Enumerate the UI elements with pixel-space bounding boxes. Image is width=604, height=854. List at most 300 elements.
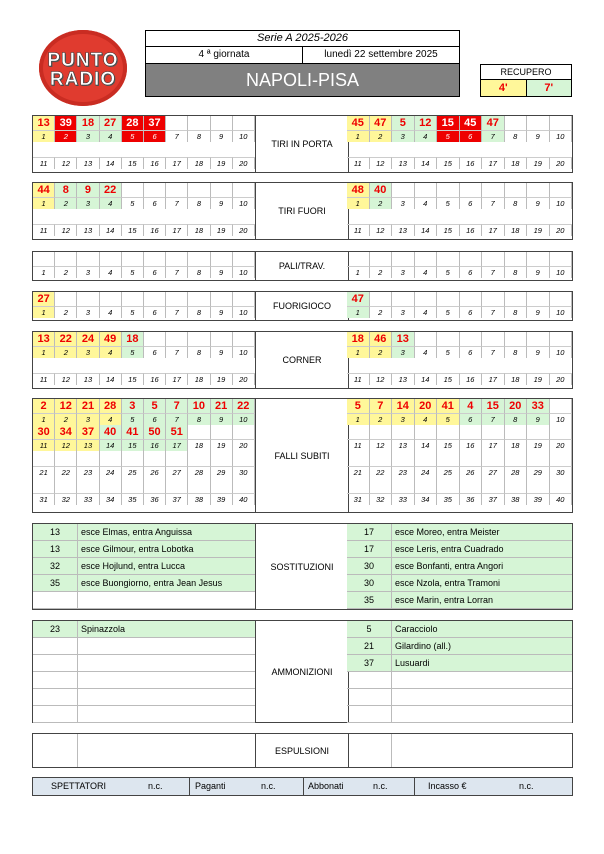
away-event-minute: 18 bbox=[347, 332, 370, 346]
spacer bbox=[415, 209, 438, 224]
away-event-minute bbox=[505, 252, 528, 266]
slot-number: 12 bbox=[55, 224, 77, 236]
spettatori-value: n.c. bbox=[148, 781, 163, 791]
home-event-minute bbox=[144, 451, 166, 466]
slot-number: 11 bbox=[33, 157, 55, 169]
recupero-second-half: 7' bbox=[527, 80, 572, 96]
paganti-value: n.c. bbox=[261, 781, 276, 791]
spacer bbox=[144, 142, 166, 157]
home-event-minute bbox=[211, 116, 233, 130]
slot-number: 11 bbox=[347, 224, 370, 236]
match-header bbox=[145, 30, 460, 97]
spacer bbox=[77, 358, 99, 373]
home-event-minute bbox=[233, 478, 255, 493]
away-event-minute bbox=[437, 425, 460, 439]
slot-number: 8 bbox=[505, 413, 528, 425]
paganti-label: Paganti bbox=[195, 781, 226, 791]
slot-number: 6 bbox=[144, 130, 166, 142]
slot-number: 17 bbox=[482, 157, 505, 169]
spacer bbox=[233, 209, 255, 224]
slot-number: 5 bbox=[437, 130, 460, 142]
home-event-minute bbox=[233, 425, 255, 439]
away-team-grid bbox=[347, 292, 572, 318]
home-event-minute bbox=[33, 252, 55, 266]
home-event-minute bbox=[144, 183, 166, 197]
slot-number: 33 bbox=[392, 493, 415, 505]
away-team-grid bbox=[347, 399, 572, 505]
slot-number: 13 bbox=[392, 373, 415, 385]
slot-number: 4 bbox=[415, 266, 438, 278]
away-event-minute bbox=[527, 478, 550, 493]
slot-number: 16 bbox=[144, 439, 166, 451]
home-event-minute bbox=[188, 478, 210, 493]
minute: 17 bbox=[347, 541, 392, 557]
home-event-minute: 40 bbox=[100, 425, 122, 439]
away-event-minute bbox=[392, 451, 415, 466]
away-event-minute bbox=[550, 451, 573, 466]
slot-number: 27 bbox=[166, 466, 188, 478]
slot-number: 4 bbox=[100, 413, 122, 425]
away-event-minute bbox=[550, 425, 573, 439]
slot-number: 9 bbox=[527, 413, 550, 425]
slot-number: 17 bbox=[166, 224, 188, 236]
away-event-minute: 33 bbox=[527, 399, 550, 413]
slot-number: 16 bbox=[144, 373, 166, 385]
home-event-minute bbox=[233, 292, 255, 306]
home-team-grid bbox=[33, 252, 255, 278]
slot-number: 15 bbox=[122, 439, 144, 451]
away-event-minute bbox=[460, 425, 483, 439]
slot-number: 7 bbox=[482, 197, 505, 209]
slot-number: 13 bbox=[392, 224, 415, 236]
slot-number: 33 bbox=[77, 493, 99, 505]
minute: 30 bbox=[347, 575, 392, 591]
home-event-minute: 34 bbox=[55, 425, 77, 439]
away-event-minute bbox=[437, 478, 460, 493]
spacer bbox=[188, 142, 210, 157]
spacer bbox=[550, 358, 573, 373]
home-event-minute: 44 bbox=[33, 183, 55, 197]
slot-number: 7 bbox=[482, 413, 505, 425]
spacer bbox=[527, 142, 550, 157]
spacer bbox=[460, 142, 483, 157]
home-list-row bbox=[33, 524, 255, 541]
slot-number: 17 bbox=[166, 157, 188, 169]
minute: 17 bbox=[347, 524, 392, 540]
slot-number: 17 bbox=[166, 439, 188, 451]
slot-number: 25 bbox=[437, 466, 460, 478]
away-list-row bbox=[347, 621, 572, 638]
home-event-minute: 37 bbox=[144, 116, 166, 130]
section-sostituzioni bbox=[32, 523, 573, 610]
slot-number: 18 bbox=[505, 224, 528, 236]
slot-number: 1 bbox=[33, 266, 55, 278]
slot-number: 3 bbox=[77, 346, 99, 358]
spacer bbox=[122, 358, 144, 373]
home-event-minute bbox=[166, 183, 188, 197]
abbonati-label: Abbonati bbox=[308, 781, 344, 791]
home-event-minute bbox=[188, 332, 210, 346]
slot-number: 31 bbox=[33, 493, 55, 505]
section-label: CORNER bbox=[255, 332, 349, 388]
home-event-minute bbox=[122, 252, 144, 266]
away-event-minute: 47 bbox=[347, 292, 370, 306]
slot-number: 5 bbox=[437, 197, 460, 209]
slot-number: 28 bbox=[188, 466, 210, 478]
away-event-minute bbox=[370, 292, 393, 306]
section-label: PALI/TRAV. bbox=[255, 252, 349, 280]
home-event-minute bbox=[166, 451, 188, 466]
slot-number: 12 bbox=[370, 224, 393, 236]
slot-number: 7 bbox=[482, 306, 505, 318]
spacer bbox=[505, 142, 528, 157]
away-event-minute bbox=[550, 478, 573, 493]
slot-number: 3 bbox=[77, 413, 99, 425]
spacer bbox=[370, 209, 393, 224]
away-event-minute bbox=[460, 478, 483, 493]
away-event-minute bbox=[505, 451, 528, 466]
event-text: esce Elmas, entra Anguissa bbox=[81, 527, 193, 537]
spacer bbox=[77, 209, 99, 224]
spacer bbox=[144, 209, 166, 224]
slot-number: 2 bbox=[370, 346, 393, 358]
spacer bbox=[347, 358, 370, 373]
slot-number: 30 bbox=[550, 466, 573, 478]
away-event-minute bbox=[482, 425, 505, 439]
slot-number: 2 bbox=[370, 130, 393, 142]
spacer bbox=[527, 209, 550, 224]
away-event-minute: 47 bbox=[370, 116, 393, 130]
away-list-row bbox=[347, 592, 572, 609]
slot-number: 2 bbox=[55, 197, 77, 209]
slot-number: 35 bbox=[437, 493, 460, 505]
slot-number: 18 bbox=[188, 224, 210, 236]
home-event-minute: 27 bbox=[100, 116, 122, 130]
section-falli-subiti bbox=[32, 398, 573, 513]
slot-number: 2 bbox=[55, 346, 77, 358]
home-list-row bbox=[33, 706, 255, 723]
home-event-minute bbox=[122, 183, 144, 197]
slot-number: 3 bbox=[77, 197, 99, 209]
slot-number: 10 bbox=[233, 197, 255, 209]
home-list-row bbox=[33, 672, 255, 689]
slot-number: 34 bbox=[100, 493, 122, 505]
event-text: Caracciolo bbox=[395, 624, 438, 634]
slot-number: 15 bbox=[122, 224, 144, 236]
slot-number: 10 bbox=[233, 413, 255, 425]
slot-number: 20 bbox=[233, 439, 255, 451]
slot-number: 26 bbox=[460, 466, 483, 478]
away-event-minute bbox=[482, 332, 505, 346]
home-event-minute: 39 bbox=[55, 116, 77, 130]
away-event-minute bbox=[460, 252, 483, 266]
away-event-minute bbox=[550, 252, 573, 266]
spacer bbox=[77, 142, 99, 157]
slot-number: 2 bbox=[55, 413, 77, 425]
slot-number: 12 bbox=[370, 157, 393, 169]
home-event-minute: 13 bbox=[33, 116, 55, 130]
competition: Serie A 2025-2026 bbox=[146, 31, 459, 47]
away-event-minute bbox=[527, 252, 550, 266]
home-event-minute bbox=[144, 252, 166, 266]
away-event-minute: 46 bbox=[370, 332, 393, 346]
slot-number: 5 bbox=[437, 306, 460, 318]
slot-number: 20 bbox=[233, 373, 255, 385]
slot-number: 17 bbox=[482, 439, 505, 451]
slot-number: 10 bbox=[550, 346, 573, 358]
slot-number: 4 bbox=[415, 130, 438, 142]
slot-number: 13 bbox=[77, 157, 99, 169]
slot-number: 5 bbox=[437, 346, 460, 358]
home-event-minute bbox=[211, 292, 233, 306]
away-event-minute: 5 bbox=[392, 116, 415, 130]
event-text: esce Nzola, entra Tramoni bbox=[395, 578, 501, 588]
slot-number: 2 bbox=[370, 306, 393, 318]
away-event-minute bbox=[505, 183, 528, 197]
minute: 35 bbox=[347, 592, 392, 608]
spacer bbox=[33, 358, 55, 373]
slot-number: 8 bbox=[505, 130, 528, 142]
home-event-minute: 18 bbox=[122, 332, 144, 346]
away-event-minute bbox=[550, 116, 573, 130]
slot-number: 1 bbox=[347, 413, 370, 425]
slot-number: 9 bbox=[527, 306, 550, 318]
away-event-minute bbox=[370, 451, 393, 466]
away-event-minute bbox=[460, 292, 483, 306]
slot-number: 1 bbox=[33, 130, 55, 142]
away-event-minute bbox=[460, 332, 483, 346]
away-team-grid bbox=[347, 116, 572, 169]
home-event-minute bbox=[144, 332, 166, 346]
away-event-minute bbox=[415, 332, 438, 346]
slot-number: 9 bbox=[527, 346, 550, 358]
slot-number: 6 bbox=[144, 266, 166, 278]
slot-number: 1 bbox=[33, 306, 55, 318]
slot-number: 18 bbox=[188, 373, 210, 385]
slot-number: 3 bbox=[77, 130, 99, 142]
slot-number: 32 bbox=[55, 493, 77, 505]
away-event-minute: 20 bbox=[415, 399, 438, 413]
away-event-minute bbox=[482, 451, 505, 466]
away-event-minute bbox=[505, 425, 528, 439]
slot-number: 3 bbox=[77, 306, 99, 318]
home-event-minute: 22 bbox=[55, 332, 77, 346]
slot-number: 10 bbox=[233, 130, 255, 142]
slot-number: 5 bbox=[122, 413, 144, 425]
home-event-minute: 27 bbox=[33, 292, 55, 306]
slot-number: 7 bbox=[166, 266, 188, 278]
home-event-minute bbox=[211, 332, 233, 346]
section-espulsioni bbox=[32, 733, 573, 768]
slot-number: 21 bbox=[347, 466, 370, 478]
slot-number: 14 bbox=[415, 439, 438, 451]
event-text: esce Marin, entra Lorran bbox=[395, 595, 494, 605]
away-event-minute: 48 bbox=[347, 183, 370, 197]
minute: 37 bbox=[347, 655, 392, 671]
slot-number: 1 bbox=[347, 266, 370, 278]
slot-number: 4 bbox=[415, 306, 438, 318]
spacer bbox=[166, 209, 188, 224]
punto-radio-logo: PUNTO RADIO bbox=[39, 30, 127, 106]
spacer bbox=[437, 358, 460, 373]
slot-number: 5 bbox=[122, 130, 144, 142]
home-event-minute bbox=[100, 252, 122, 266]
away-event-minute bbox=[370, 252, 393, 266]
slot-number: 34 bbox=[415, 493, 438, 505]
home-list-row bbox=[33, 575, 255, 592]
slot-number: 7 bbox=[482, 266, 505, 278]
home-event-minute bbox=[166, 478, 188, 493]
away-event-minute bbox=[460, 183, 483, 197]
spacer bbox=[550, 209, 573, 224]
home-team-grid bbox=[33, 399, 255, 505]
slot-number: 12 bbox=[55, 157, 77, 169]
slot-number: 14 bbox=[415, 157, 438, 169]
slot-number: 22 bbox=[370, 466, 393, 478]
incasso-label: Incasso € bbox=[428, 781, 467, 791]
slot-number: 6 bbox=[460, 197, 483, 209]
home-event-minute: 51 bbox=[166, 425, 188, 439]
spacer bbox=[188, 358, 210, 373]
spacer bbox=[100, 209, 122, 224]
spacer bbox=[33, 209, 55, 224]
home-event-minute bbox=[144, 478, 166, 493]
minute bbox=[347, 672, 392, 688]
slot-number: 15 bbox=[122, 157, 144, 169]
away-event-minute bbox=[437, 183, 460, 197]
home-event-minute: 2 bbox=[33, 399, 55, 413]
away-event-minute bbox=[505, 116, 528, 130]
minute: 13 bbox=[33, 541, 78, 557]
slot-number: 2 bbox=[55, 130, 77, 142]
home-event-minute bbox=[122, 451, 144, 466]
minute: 32 bbox=[33, 558, 78, 574]
away-event-minute bbox=[392, 252, 415, 266]
slot-number: 15 bbox=[437, 157, 460, 169]
away-event-minute bbox=[347, 478, 370, 493]
slot-number: 38 bbox=[505, 493, 528, 505]
slot-number: 6 bbox=[144, 413, 166, 425]
home-event-minute: 3 bbox=[122, 399, 144, 413]
away-event-minute: 45 bbox=[347, 116, 370, 130]
minute bbox=[33, 592, 78, 608]
slot-number: 8 bbox=[188, 130, 210, 142]
away-event-minute: 15 bbox=[437, 116, 460, 130]
slot-number: 12 bbox=[370, 439, 393, 451]
slot-number: 19 bbox=[527, 224, 550, 236]
slot-number: 10 bbox=[233, 346, 255, 358]
home-team-grid bbox=[33, 332, 255, 385]
slot-number: 5 bbox=[122, 197, 144, 209]
slot-number: 2 bbox=[370, 266, 393, 278]
slot-number: 30 bbox=[233, 466, 255, 478]
home-list-row bbox=[33, 689, 255, 706]
slot-number: 1 bbox=[33, 413, 55, 425]
home-list-row bbox=[33, 638, 255, 655]
home-event-minute bbox=[211, 478, 233, 493]
slot-number: 18 bbox=[188, 157, 210, 169]
home-event-minute bbox=[188, 292, 210, 306]
slot-number: 24 bbox=[415, 466, 438, 478]
slot-number: 26 bbox=[144, 466, 166, 478]
away-event-minute bbox=[527, 183, 550, 197]
event-text: Spinazzola bbox=[81, 624, 126, 634]
event-text: esce Buongiorno, entra Jean Jesus bbox=[81, 578, 223, 588]
section-corner bbox=[32, 331, 573, 389]
slot-number: 15 bbox=[437, 224, 460, 236]
spacer bbox=[347, 209, 370, 224]
minute bbox=[33, 638, 78, 654]
away-event-minute: 40 bbox=[370, 183, 393, 197]
section-tiri-fuori bbox=[32, 182, 573, 240]
slot-number: 12 bbox=[55, 373, 77, 385]
slot-number: 4 bbox=[100, 130, 122, 142]
home-event-minute bbox=[77, 478, 99, 493]
spacer bbox=[505, 358, 528, 373]
slot-number: 12 bbox=[55, 439, 77, 451]
home-event-minute: 49 bbox=[100, 332, 122, 346]
slot-number: 16 bbox=[144, 157, 166, 169]
home-event-minute: 7 bbox=[166, 399, 188, 413]
home-event-minute: 50 bbox=[144, 425, 166, 439]
event-text: esce Bonfanti, entra Angori bbox=[395, 561, 504, 571]
away-event-minute bbox=[505, 332, 528, 346]
away-event-minute bbox=[437, 451, 460, 466]
away-event-minute: 7 bbox=[370, 399, 393, 413]
section-label: AMMONIZIONI bbox=[255, 621, 349, 722]
recupero-first-half: 4' bbox=[481, 80, 527, 96]
slot-number: 6 bbox=[460, 306, 483, 318]
slot-number: 9 bbox=[211, 306, 233, 318]
slot-number: 6 bbox=[144, 346, 166, 358]
event-text: Gilardino (all.) bbox=[395, 641, 452, 651]
spacer bbox=[144, 358, 166, 373]
home-event-minute bbox=[233, 451, 255, 466]
spacer bbox=[392, 209, 415, 224]
slot-number: 4 bbox=[100, 306, 122, 318]
slot-number: 2 bbox=[370, 197, 393, 209]
slot-number: 20 bbox=[550, 439, 573, 451]
away-event-minute bbox=[392, 425, 415, 439]
spacer bbox=[233, 358, 255, 373]
round: 4 ª giornata bbox=[146, 47, 303, 63]
away-event-minute: 12 bbox=[415, 116, 438, 130]
section-label: FUORIGIOCO bbox=[255, 292, 349, 320]
slot-number: 3 bbox=[392, 413, 415, 425]
spacer bbox=[100, 358, 122, 373]
recupero-box bbox=[480, 64, 572, 97]
event-text: Lusuardi bbox=[395, 658, 430, 668]
slot-number: 6 bbox=[144, 306, 166, 318]
match-title: NAPOLI-PISA bbox=[146, 64, 459, 96]
minute bbox=[347, 689, 392, 705]
spacer bbox=[482, 358, 505, 373]
slot-number: 6 bbox=[460, 266, 483, 278]
slot-number: 15 bbox=[437, 373, 460, 385]
away-event-minute bbox=[482, 183, 505, 197]
slot-number: 7 bbox=[482, 346, 505, 358]
away-list-row bbox=[347, 575, 572, 592]
home-list-row bbox=[33, 558, 255, 575]
slot-number: 1 bbox=[347, 197, 370, 209]
home-event-minute bbox=[122, 292, 144, 306]
slot-number: 36 bbox=[144, 493, 166, 505]
slot-number: 37 bbox=[166, 493, 188, 505]
spacer bbox=[211, 209, 233, 224]
slot-number: 16 bbox=[460, 373, 483, 385]
home-event-minute bbox=[33, 451, 55, 466]
spacer bbox=[100, 142, 122, 157]
